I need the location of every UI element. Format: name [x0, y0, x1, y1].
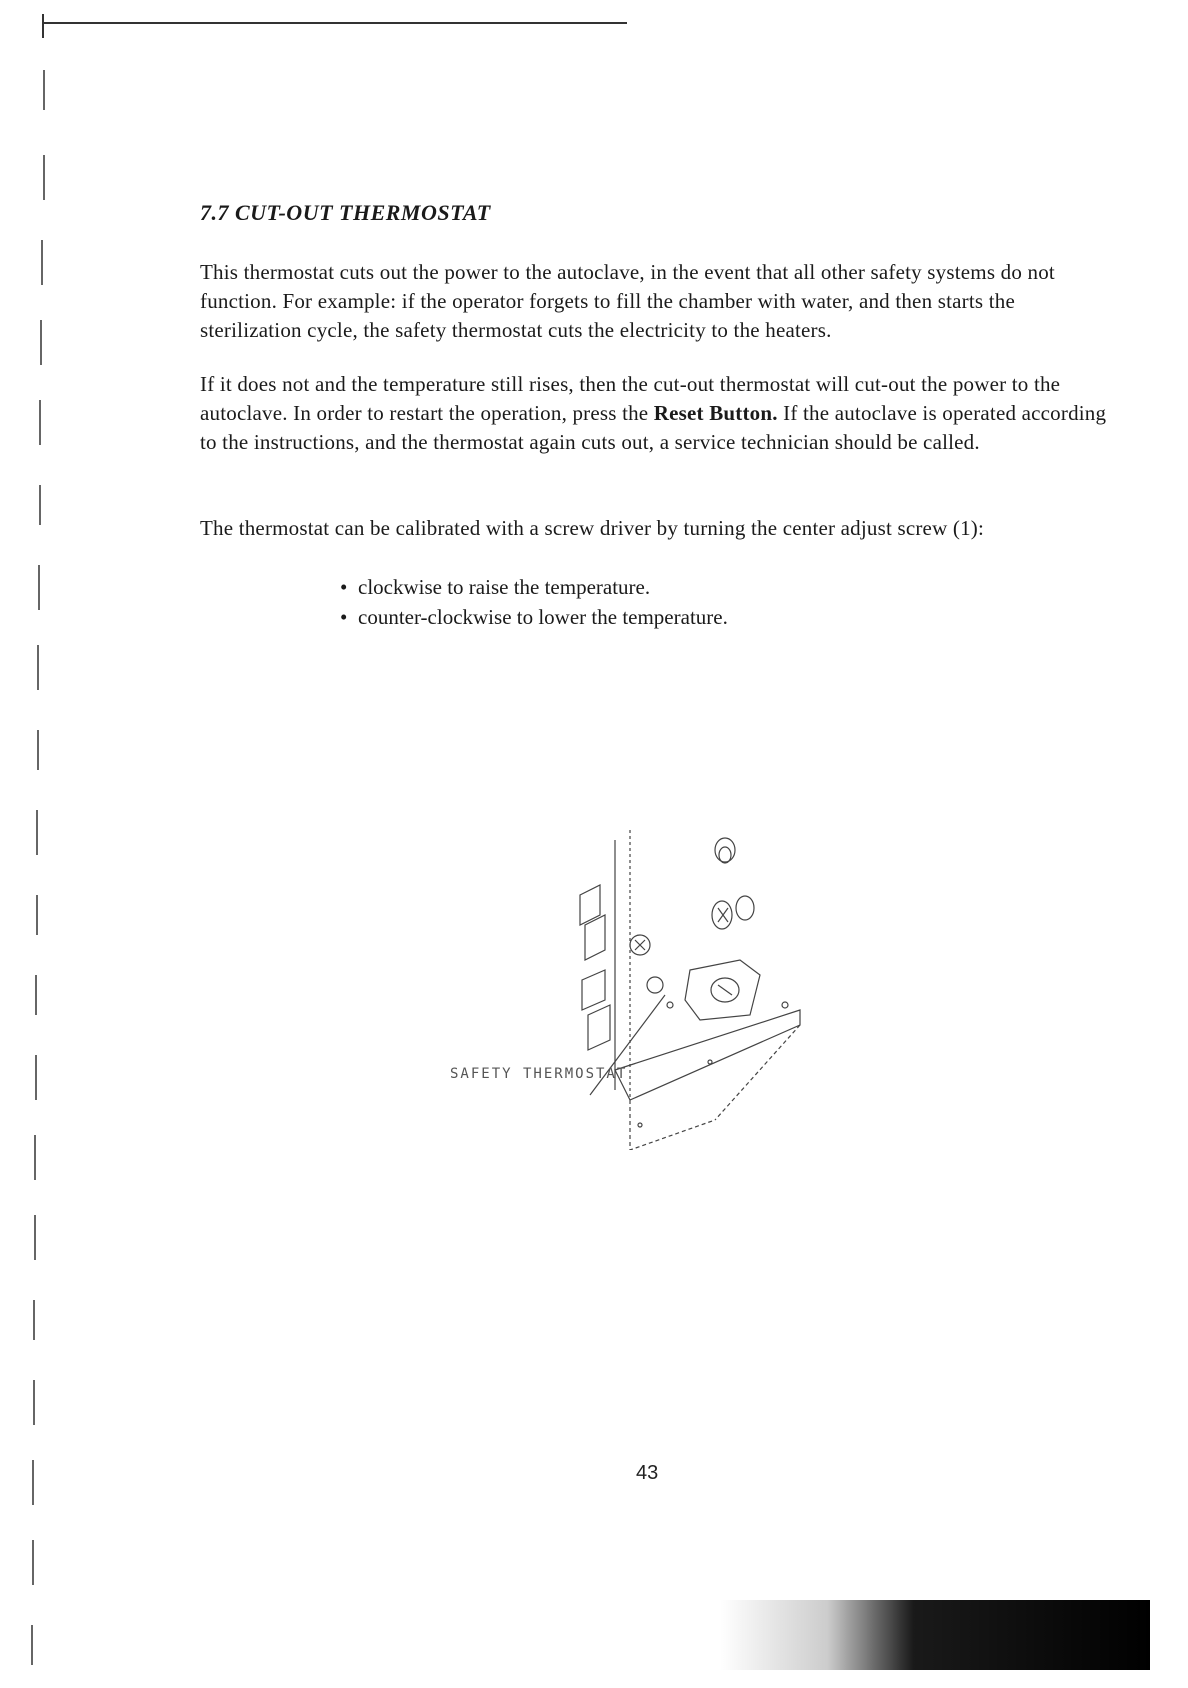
section-heading: 7.7 CUT-OUT THERMOSTAT: [200, 200, 491, 225]
figure-label: SAFETY THERMOSTAT: [450, 1066, 628, 1082]
binding-hole-marks: [0, 0, 60, 1688]
top-rule: [42, 22, 627, 24]
paragraph-purpose: This thermostat cuts out the power to the autoclave, in the event that all other safety systems do not function. For example: if the operator forgets to fill the chamber with water, and then starts the sterilization cycle, the safety thermostat cuts the electricity to the heaters.: [200, 260, 1055, 342]
paragraph-calibration: The thermostat can be calibrated with a screw driver by turning the center adjust screw (1):: [200, 516, 985, 540]
list-item-clockwise: • clockwise to raise the temperature.: [340, 572, 728, 602]
reset-button-term: Reset Button.: [653, 401, 778, 425]
page-number: 43: [636, 1462, 659, 1484]
list-item-counter-clockwise: • counter-clockwise to lower the temperature.: [340, 602, 728, 632]
scan-artifact-bar: [720, 1600, 1150, 1670]
paragraph-reset-text-end: If the autoclave is operated according to the instructions, and the thermostat again cuts out, a service technician should be called.: [200, 401, 1107, 454]
paragraph-reset: [200, 370, 1120, 457]
calibration-list: [340, 572, 728, 632]
paragraph-reset-text-start: If it does not and the temperature still rises, then the cut-out thermostat will cut-out the power to the autoclave. In order to restart the operation, press the: [200, 372, 1061, 425]
thermostat-diagram: [440, 800, 860, 1150]
